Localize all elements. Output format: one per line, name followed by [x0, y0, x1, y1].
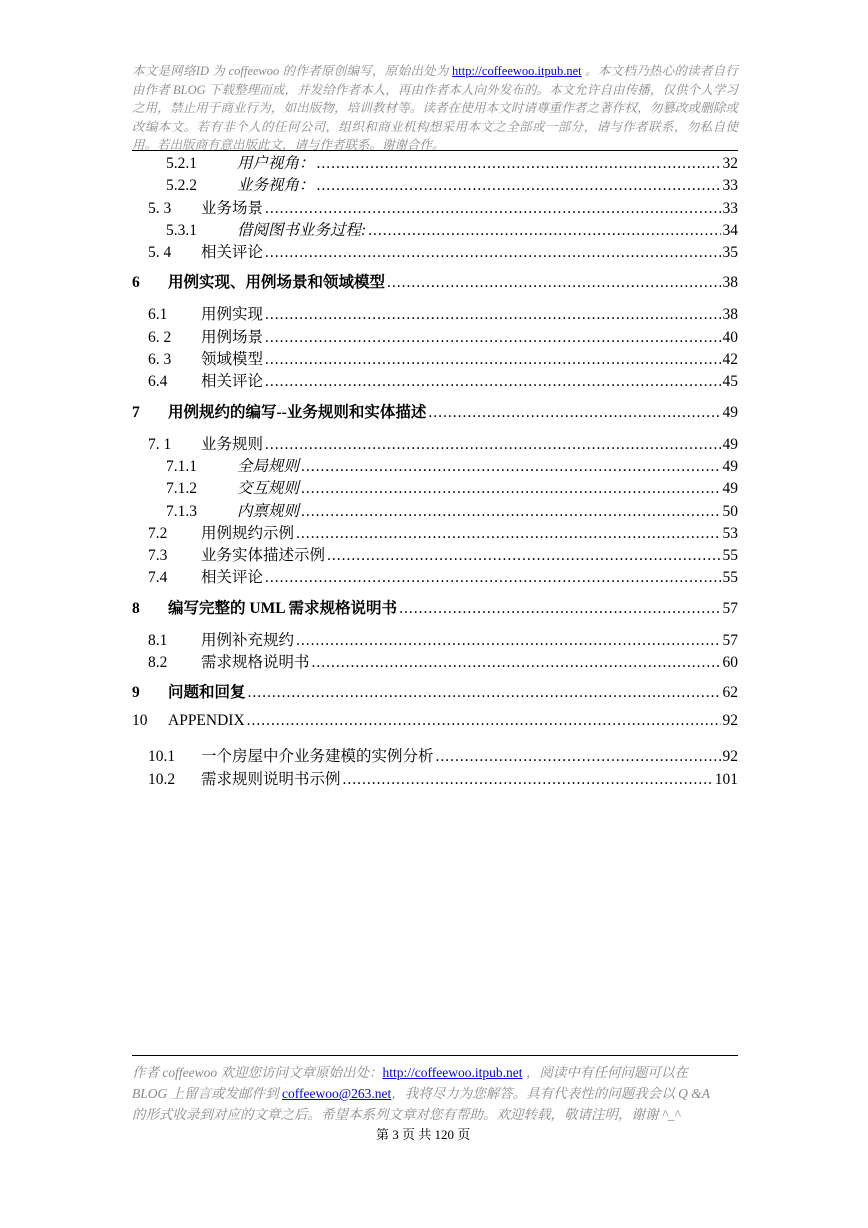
toc-dot-leader	[327, 547, 720, 565]
toc-entry[interactable]	[132, 302, 738, 324]
toc-entry-page: 49	[722, 457, 738, 475]
toc-entry-page: 57	[722, 631, 738, 649]
toc-entry-page: 35	[722, 244, 738, 262]
toc-entry-title: 用例实现、用例场景和领域模型	[168, 274, 386, 292]
toc-dot-leader	[265, 436, 720, 454]
toc-entry-page: 49	[722, 435, 738, 453]
table-of-contents	[132, 151, 738, 789]
header-source-link[interactable]: http://coffeewoo.itpub.net	[452, 64, 582, 78]
toc-entry-number: 7.4	[148, 569, 168, 587]
toc-dot-leader	[265, 244, 720, 262]
toc-entry-title: 用例场景	[201, 328, 264, 346]
toc-entry-title: APPENDIX	[168, 712, 245, 730]
toc-entry-title: 相关评论	[201, 244, 264, 262]
toc-dot-leader	[387, 274, 720, 292]
toc-entry-title: 用例实现	[201, 306, 264, 324]
toc-entry-title: 编写完整的 UML 需求规格说明书	[168, 599, 398, 617]
toc-entry-title: 相关评论	[201, 373, 264, 391]
toc-entry-title: 用例规约示例	[201, 524, 295, 542]
toc-entry-title: 全局规则	[237, 457, 300, 475]
toc-entry-page: 49	[722, 480, 738, 498]
toc-entry-page: 92	[722, 748, 738, 766]
toc-entry-title: 相关评论	[201, 569, 264, 587]
toc-entry[interactable]	[132, 270, 738, 294]
toc-entry-number: 5. 4	[148, 244, 172, 262]
toc-entry-number: 9	[132, 684, 140, 702]
toc-entry-page: 34	[722, 221, 738, 239]
toc-entry[interactable]	[132, 712, 738, 736]
page-header-notice	[132, 62, 738, 155]
page-number: 第 3 页 共 120 页	[376, 1127, 471, 1142]
toc-entry-number: 6. 3	[148, 351, 172, 369]
toc-entry-page: 55	[722, 547, 738, 565]
toc-entry-number: 7.1.3	[166, 502, 197, 520]
toc-entry[interactable]	[132, 432, 738, 454]
toc-entry[interactable]	[132, 151, 738, 173]
footer-divider	[132, 1055, 738, 1056]
toc-entry-page: 101	[714, 770, 738, 788]
toc-entry-page: 57	[722, 599, 738, 617]
toc-entry-title: 内禀规则	[237, 502, 300, 520]
toc-entry-title: 需求规格说明书	[201, 654, 310, 672]
toc-entry[interactable]	[132, 218, 738, 240]
toc-entry-number: 10.2	[148, 770, 176, 788]
toc-entry-title: 用例补充规约	[201, 631, 295, 649]
toc-entry-number: 8.1	[148, 631, 168, 649]
toc-dot-leader	[343, 771, 713, 789]
toc-entry[interactable]	[132, 628, 738, 650]
toc-entry-number: 10.1	[148, 748, 176, 766]
toc-entry-number: 6.1	[148, 306, 168, 324]
toc-entry-title: 领域模型	[201, 351, 264, 369]
toc-entry[interactable]	[132, 369, 738, 391]
toc-dot-leader	[265, 373, 720, 391]
toc-entry[interactable]	[132, 521, 738, 543]
toc-entry-page: 33	[722, 199, 738, 217]
toc-entry-page: 32	[722, 155, 738, 172]
footer-text-2: ，阅读中有任何问题可以在 BLOG 上留言或发邮件到	[132, 1065, 688, 1101]
toc-entry-title: 用例规约的编写--业务规则和实体描述	[168, 403, 427, 421]
toc-entry-number: 5.2.2	[166, 177, 197, 195]
toc-entry-title: 业务实体描述示例	[201, 547, 326, 565]
toc-entry[interactable]	[132, 454, 738, 476]
toc-entry-title: 交互规则	[237, 480, 300, 498]
toc-entry[interactable]	[132, 476, 738, 498]
toc-dot-leader	[265, 351, 720, 369]
toc-entry-number: 8	[132, 599, 140, 617]
toc-dot-leader	[301, 480, 720, 498]
toc-dot-leader	[436, 748, 721, 766]
toc-entry-page: 53	[722, 524, 738, 542]
toc-entry[interactable]	[132, 347, 738, 369]
header-text-1: 本文是网络ID 为 coffeewoo 的作者原创编写，原始出处为	[132, 64, 453, 78]
toc-entry-number: 7	[132, 403, 140, 421]
toc-entry-page: 49	[722, 403, 738, 421]
toc-entry[interactable]	[132, 767, 738, 789]
toc-dot-leader	[301, 458, 720, 476]
toc-entry-title: 借阅图书业务过程:	[237, 221, 367, 239]
toc-entry-page: 40	[722, 328, 738, 346]
toc-entry-page: 38	[722, 306, 738, 324]
toc-dot-leader	[265, 329, 720, 347]
toc-entry-title: 问题和回复	[168, 684, 246, 702]
toc-entry-title: 业务视角：	[237, 177, 315, 195]
toc-entry-page: 62	[722, 684, 738, 702]
toc-entry[interactable]	[132, 499, 738, 521]
toc-entry-page: 50	[722, 502, 738, 520]
footer-text-3: ，我将尽力为您解答。具有代表性的问题我会以 Q &A 的形式收录到对应的文章之后。希望本系列文章对您有帮助。欢迎转载，敬请注明，谢谢 ^_^	[132, 1086, 710, 1122]
toc-dot-leader	[265, 200, 720, 218]
toc-entry-number: 7. 1	[148, 435, 172, 453]
toc-entry[interactable]	[132, 565, 738, 587]
toc-entry[interactable]	[132, 543, 738, 565]
toc-entry-number: 10	[132, 712, 148, 730]
toc-entry[interactable]	[132, 400, 738, 424]
page-footer-notice	[132, 1062, 718, 1125]
toc-entry-number: 8.2	[148, 654, 168, 672]
toc-entry[interactable]	[132, 650, 738, 672]
toc-dot-leader	[265, 306, 720, 324]
header-text-2: 。本文档乃热心的读者自行由作者 BLOG 下载整理而成，并发给作者本人，再由作者本人向外发布的。本文允许自由传播，仅供个人学习之用，禁止用于商业行为，如出版物，培训教材等。读者在使用本文时请尊重作者之著作权，勿篡改或删除或改编本文。若有非个人的任何公司，组织和商业机构想采用本文之全部或一部分，请与作者联系，勿私自使用。若出版商有意出版此文，请与作者联系。谢谢合作。	[132, 64, 738, 152]
toc-entry[interactable]	[132, 173, 738, 195]
toc-entry-page: 33	[722, 177, 738, 195]
toc-dot-leader	[317, 177, 721, 195]
toc-dot-leader	[428, 404, 720, 422]
toc-entry-number: 5. 3	[148, 199, 172, 217]
toc-dot-leader	[399, 600, 720, 618]
toc-entry-number: 7.2	[148, 524, 168, 542]
toc-entry[interactable]	[132, 744, 738, 766]
footer-text-1: 作者 coffeewoo 欢迎您访问文章原始出处：	[132, 1065, 383, 1080]
toc-entry-title: 用户视角：	[237, 155, 315, 172]
toc-dot-leader	[301, 503, 720, 521]
toc-dot-leader	[247, 712, 721, 730]
toc-entry-page: 92	[722, 712, 738, 730]
toc-entry-number: 5.3.1	[166, 221, 197, 239]
toc-entry-number: 7.3	[148, 547, 168, 565]
toc-entry[interactable]	[132, 596, 738, 620]
toc-entry-number: 5.2.1	[166, 155, 197, 172]
toc-dot-leader	[265, 569, 720, 587]
toc-entry[interactable]	[132, 680, 738, 704]
toc-entry[interactable]	[132, 196, 738, 218]
toc-dot-leader	[296, 632, 720, 650]
toc-entry-page: 38	[722, 274, 738, 292]
toc-entry-number: 7.1.1	[166, 457, 197, 475]
toc-entry-title: 业务规则	[201, 435, 264, 453]
toc-entry[interactable]	[132, 325, 738, 347]
toc-entry-number: 6. 2	[148, 328, 172, 346]
toc-entry-title: 一个房屋中介业务建模的实例分析	[201, 748, 434, 766]
toc-dot-leader	[248, 684, 721, 702]
toc-entry[interactable]	[132, 240, 738, 262]
toc-entry-title: 业务场景	[201, 199, 264, 217]
footer-email-link[interactable]: coffeewoo@263.net	[282, 1086, 392, 1101]
toc-dot-leader	[317, 155, 721, 173]
toc-entry-title: 需求规则说明书示例	[201, 770, 341, 788]
toc-entry-page: 45	[722, 373, 738, 391]
toc-dot-leader	[368, 222, 720, 240]
toc-entry-page: 60	[722, 654, 738, 672]
footer-blog-link[interactable]: http://coffeewoo.itpub.net	[382, 1065, 523, 1080]
toc-entry-page: 42	[722, 351, 738, 369]
toc-entry-number: 7.1.2	[166, 480, 197, 498]
toc-dot-leader	[312, 654, 721, 672]
toc-entry-page: 55	[722, 569, 738, 587]
toc-dot-leader	[296, 525, 720, 543]
toc-entry-number: 6	[132, 274, 140, 292]
toc-entry-number: 6.4	[148, 373, 168, 391]
